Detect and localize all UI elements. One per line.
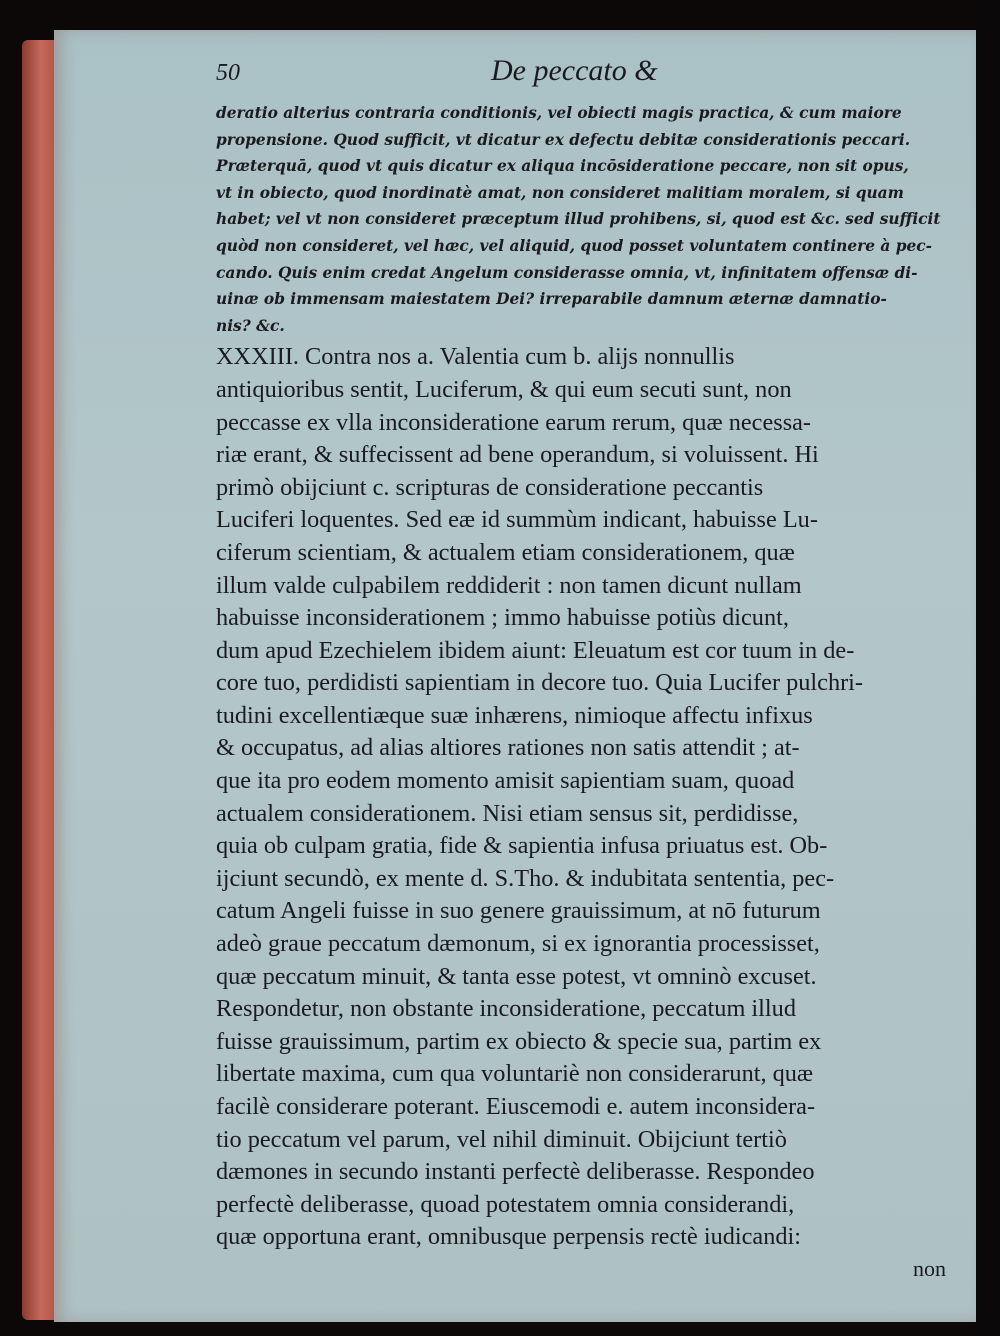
italic-line: quòd non consideret, vel hæc, vel aliquid, quod posset voluntatem continere à pec- [216,236,933,255]
italic-line: deratio alterius contraria conditionis, vel obiecti magis practica, & cum maiore [216,104,902,122]
text-line: dum apud Ezechielem ibidem aiunt: Eleuatum est cor tuum in de- [216,636,855,664]
italic-line: uinæ ob immensam maiestatem Dei? irreparabile damnum æternæ damnatio- [216,290,887,309]
text-line: illum valde culpabilem reddiderit : non tamen dicunt nullam [216,571,802,599]
text-line: tio peccatum vel parum, vel nihil diminuit. Obijciunt tertiò [216,1125,787,1153]
text-line: catum Angeli fuisse in suo genere grauissimum, at nō futurum [216,897,821,925]
text-line: Respondetur, non obstante inconsideratione, peccatum illud [216,995,796,1023]
page-header [216,52,946,100]
text-line: tudini excellentiæque suæ inhærens, nimioque affectu infixus [216,701,813,729]
text-line: adeò graue peccatum dæmonum, si ex ignorantia processisset, [216,930,820,958]
text-line: core tuo, perdidisti sapientiam in decore tuo. Quia Lucifer pulchri- [216,669,864,697]
text-line: dæmones in secundo instanti perfectè deliberasse. Respondeo [216,1158,815,1186]
italic-line: Præterquā, quod vt quis dicatur ex aliqua incōsideratione peccare, non sit opus, [216,157,909,176]
page-number: 50 [216,60,240,86]
italic-paragraph [216,100,946,339]
text-line: peccasse ex vlla inconsideratione earum rerum, quæ necessa- [216,408,812,436]
text-line: perfectè deliberasse, quoad potestatem omnia considerandi, [216,1190,795,1218]
italic-line: habet; vel vt non consideret præceptum illud prohibens, si, quod est &c. sed sufficit [216,210,941,229]
catchword: non [913,1255,946,1281]
text-line: riæ erant, & suffecissent ad bene operandum, si voluissent. Hi [216,441,819,469]
running-head: De peccato & [491,54,658,87]
text-line: quæ peccatum minuit, & tanta esse potest, vt omninò excuset. [216,962,817,990]
book-shadow [976,0,1000,1336]
italic-line: cando. Quis enim credat Angelum considerasse omnia, vt, infinitatem offensæ di- [216,263,918,282]
text-line: quia ob culpam gratia, fide & sapientia infusa priuatus est. Ob- [216,832,828,860]
text-line: que ita pro eodem momento amisit sapientiam suam, quoad [216,767,795,795]
text-line: primò obijciunt c. scripturas de consideratione peccantis [216,473,764,501]
text-line: libertate maxima, cum qua voluntariè non considerarunt, quæ [216,1060,814,1088]
text-line: facilè considerare poterant. Eiuscemodi e. autem inconsidera- [216,1093,816,1120]
text-line: habuisse inconsiderationem ; immo habuisse potiùs dicunt, [216,604,789,632]
page-content [216,52,946,1284]
text-line: XXXIII. Contra nos a. Valentia cum b. alijs nonnullis [216,343,735,371]
italic-line: vt in obiecto, quod inordinatè amat, non consideret malitiam moralem, si quam [216,183,904,202]
book-page [54,30,976,1322]
text-line: & occupatus, ad alias altiores rationes non satis attendit ; at- [216,734,800,762]
text-line: quæ opportuna erant, omnibusque perpensis rectè iudicandi: [216,1223,801,1251]
italic-line: nis? &c. [216,316,285,335]
text-line: ijciunt secundò, ex mente d. S.Tho. & indubitata sententia, pec- [216,864,835,892]
text-line: antiquioribus sentit, Luciferum, & qui eum secuti sunt, non [216,375,792,403]
text-line: fuisse grauissimum, partim ex obiecto & specie sua, partim ex [216,1027,822,1055]
main-paragraph [216,341,946,1284]
italic-line: propensione. Quod sufficit, vt dicatur ex defectu debitæ considerationis peccari. [216,130,911,149]
text-line: actualem considerationem. Nisi etiam sensus sit, perdidisse, [216,799,799,827]
text-line: Luciferi loquentes. Sed eæ id summùm indicant, habuisse Lu- [216,506,818,534]
text-line: ciferum scientiam, & actualem etiam considerationem, quæ [216,538,795,566]
